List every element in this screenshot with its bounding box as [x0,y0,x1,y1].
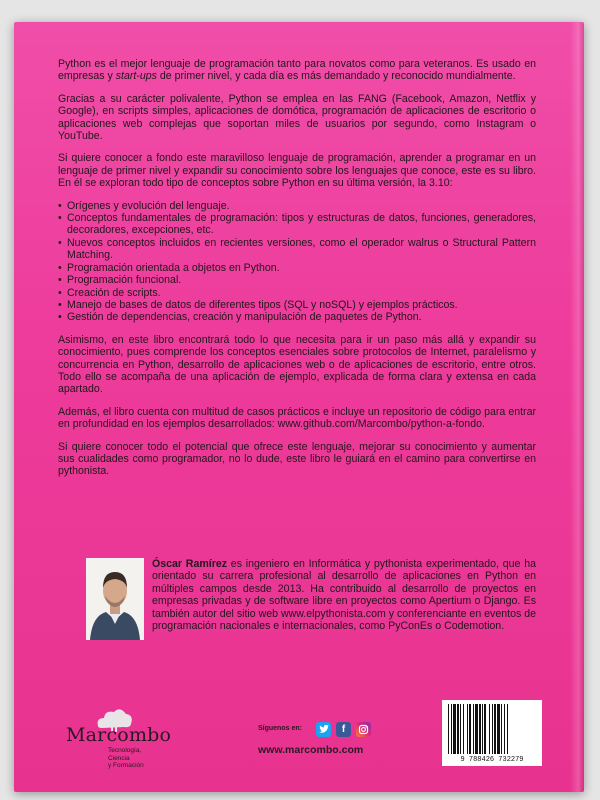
social-label: Síguenos en: [258,725,302,732]
back-cover [14,22,584,792]
publisher-tagline [108,747,144,770]
paragraph-6: Si quiere conocer todo el potencial que ofrece este lenguaje, mejorar su conocimiento y aumentar sus cualidades como programador, no lo dude, este libro le guiará en el camino para convertirse en pythonista. [58,440,536,478]
publisher-name: Marcombo [66,724,172,746]
facebook-icon[interactable]: f [336,722,351,737]
website-link[interactable]: www.marcombo.com [258,744,364,756]
twitter-icon[interactable] [316,722,331,737]
barcode-icon [446,704,538,756]
intro-emphasis: start-ups [115,70,157,83]
list-item: • Creación de scripts. [58,287,536,299]
intro-paragraph [58,58,536,83]
author-bio-text: es ingeniero en Informática y pythonista experimentado, que ha orientado su carrera profesional al desarrollo de aplicaciones en Python en múltiples campos desde 2013. Ha contribuido al desarrollo de proyectos en empresas privadas y de software libre en proyectos como Apertium o Django. Es también autor del sitio web www.elpythonista.com y conferenciante en eventos de programación nacionales e internacionales, como PyConEs o Codemotion. [152,558,536,633]
list-item: • Conceptos fundamentales de programación: tipos y estructuras de datos, funciones, generadores, decoradores, excepciones, etc. [58,212,536,237]
publisher-logo [66,706,186,770]
list-item: • Programación funcional. [58,274,536,286]
tagline-line: Tecnología, [108,747,142,754]
paragraph-5: Además, el libro cuenta con multitud de casos prácticos e incluye un repositorio de código para entrar en profundidad en los ejemplos desarrollados: www.github.com/Marcombo/python-a-fondo. [58,405,536,431]
paragraph-3: Si quiere conocer a fondo este maravilloso lenguaje de programación, aprender a programar en un lenguaje de primer nivel y expandir su conocimiento sobre los lenguajes que conoce, este es su libro. En él se exploran todo tipo de conceptos sobre Python en su última versión, la 3.10: [58,152,536,190]
paragraph-4: Asimismo, en este libro encontrará todo lo que necesita para ir un paso más allá y expandir su conocimiento, pues comprende los conceptos esenciales sobre protocolos de Internet, paralelismo y concurrencia en Python, desarrollo de aplicaciones web o de aplicaciones de escritorio, entre otros. Todo ello se acompaña de una aplicación de ejemplo, explicada de forma clara y extensa en cada apartado. [58,333,536,396]
author-portrait-icon [86,558,144,640]
list-item: • Nuevos conceptos incluidos en recientes versiones, como el operador walrus o Structural Pattern Matching. [58,237,536,262]
tagline-line: Ciencia [108,754,130,762]
description-text [58,58,536,488]
paragraph-2: Gracias a su carácter polivalente, Python se emplea en las FANG (Facebook, Amazon, Netflix y Google), en scripts simples, aplicaciones de domótica, programación de aplicaciones de escritorio o aplicaciones web complejas que soportan miles de usuarios por segundo, como Instagram o YouTube. [58,92,536,143]
list-item: • Orígenes y evolución del lenguaje. [58,200,536,212]
isbn-number: 9 788426 732279 [460,756,524,764]
intro-text-1: Python es el mejor lenguaje de programación tanto para novatos como para veteranos. Es usado en empresas y [58,58,536,83]
author-photo [86,558,144,640]
author-section [86,558,536,658]
isbn-barcode [442,700,542,766]
tagline-line: y Formación [108,762,144,769]
topics-list [58,200,536,324]
intro-text-2: de primer nivel, y cada día es más demandado y reconocido mundialmente. [156,70,516,83]
social-links [258,722,398,738]
author-bio [152,558,536,632]
list-item: • Gestión de dependencias, creación y manipulación de paquetes de Python. [58,311,536,323]
list-item: • Programación orientada a objetos en Python. [58,262,536,274]
author-name: Óscar Ramírez [152,558,228,570]
list-item: • Manejo de bases de datos de diferentes tipos (SQL y noSQL) y ejemplos prácticos. [58,299,536,311]
instagram-icon[interactable] [356,722,371,737]
